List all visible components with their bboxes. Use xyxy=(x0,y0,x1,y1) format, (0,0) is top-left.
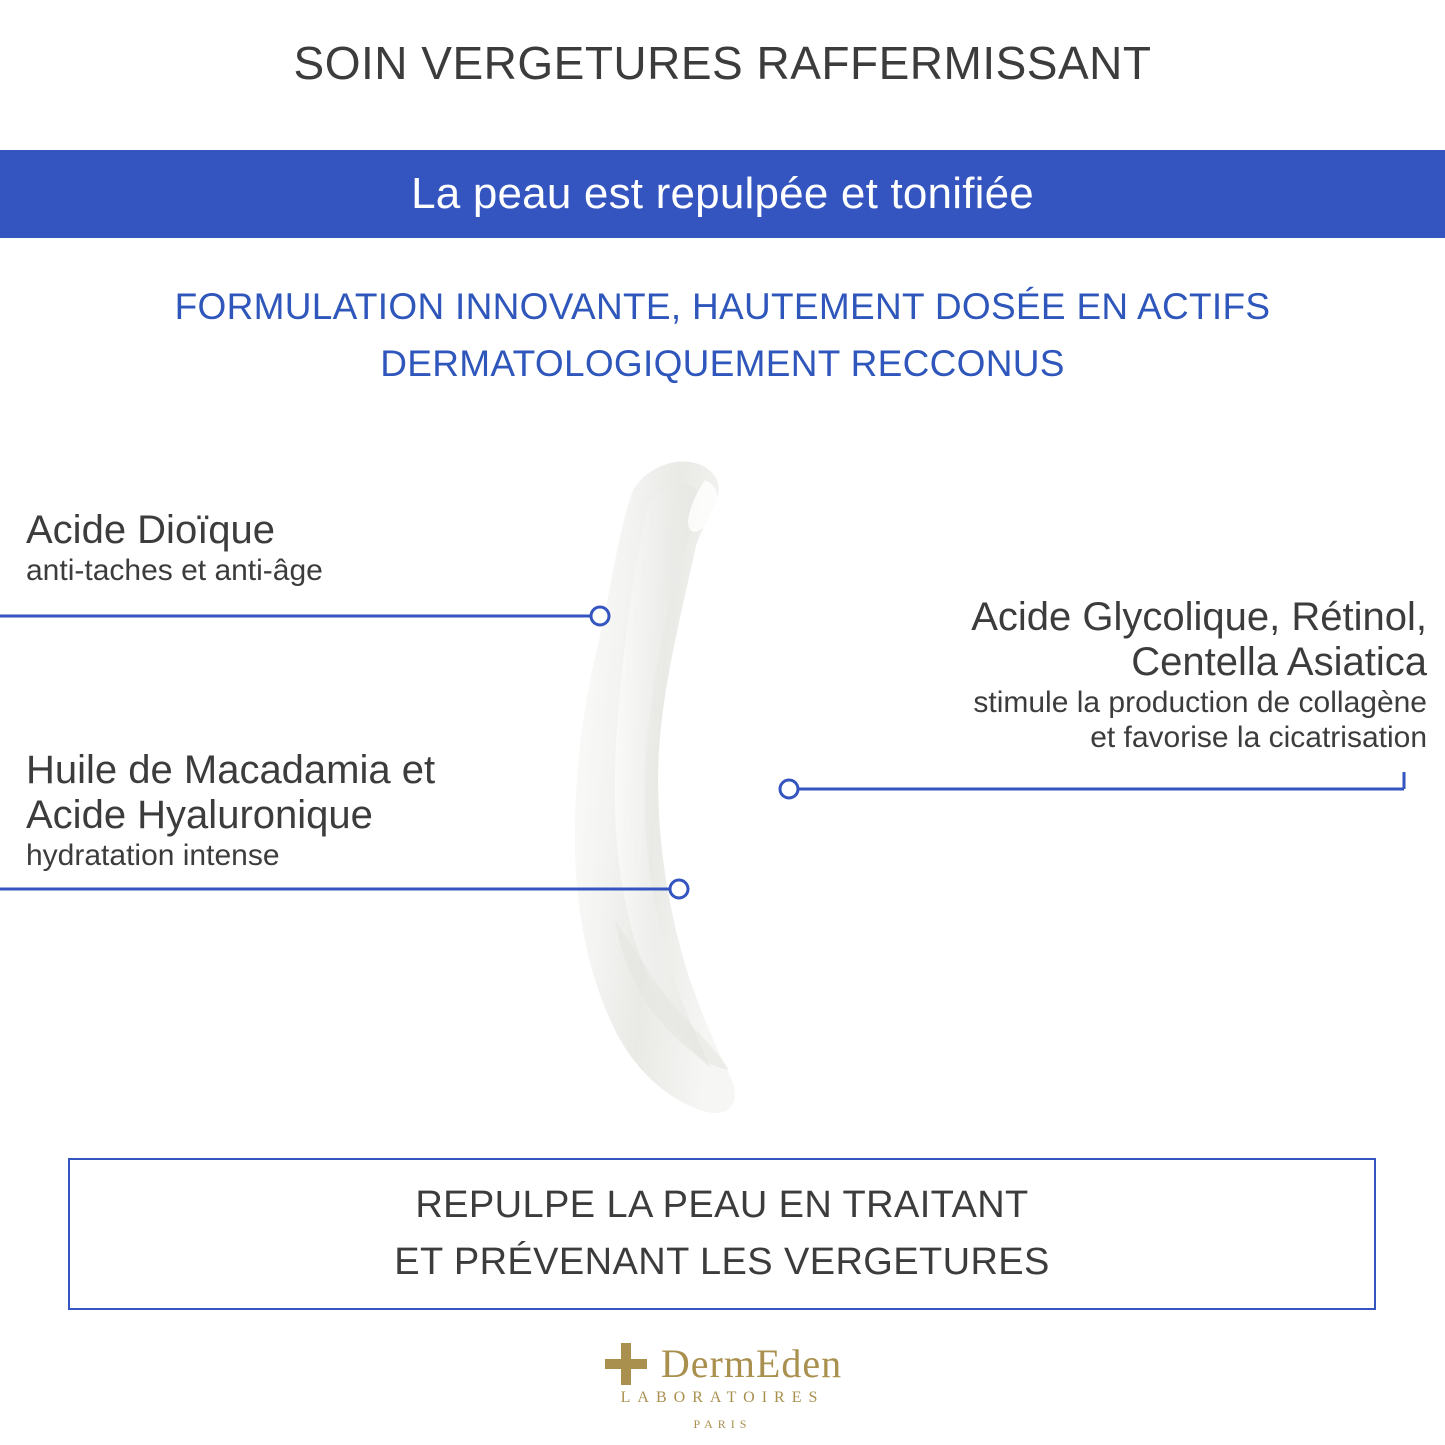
callout-description: hydratation intense xyxy=(26,838,280,872)
claim-line-1: REPULPE LA PEAU EN TRAITANT xyxy=(415,1184,1029,1226)
callout-acide-glycolique xyxy=(807,595,1427,755)
callout-acide-dioique xyxy=(26,508,646,588)
logo-row xyxy=(603,1340,842,1387)
subtitle-line-1: FORMULATION INNOVANTE, HAUTEMENT DOSÉE EN ACTIFS xyxy=(174,286,1271,327)
highlight-banner xyxy=(0,150,1445,238)
logo-city: PARIS xyxy=(693,1417,752,1431)
callout-title-line-1: Acide Glycolique, Rétinol, xyxy=(971,595,1427,639)
callout-huile-macadamia xyxy=(26,748,666,873)
claim-box xyxy=(68,1158,1376,1310)
page-title: SOIN VERGETURES RAFFERMISSANT xyxy=(293,37,1152,89)
subtitle-block xyxy=(60,278,1385,393)
medical-cross-icon xyxy=(603,1341,649,1387)
subtitle-line-2: DERMATOLOGIQUEMENT RECCONUS xyxy=(380,343,1065,385)
callout-description-line-1: stimule la production de collagène xyxy=(973,685,1427,719)
banner-text: La peau est repulpée et tonifiée xyxy=(411,169,1034,218)
claim-line-2: ET PRÉVENANT LES VERGETURES xyxy=(394,1241,1050,1283)
callout-title-line-1: Huile de Macadamia et xyxy=(26,748,436,792)
callout-description: anti-taches et anti-âge xyxy=(26,553,323,587)
callout-title: Acide Dioïque xyxy=(26,508,276,552)
brand-logo xyxy=(0,1340,1445,1432)
callout-description-line-2: et favorise la cicatrisation xyxy=(1090,720,1427,754)
callout-title-line-2: Centella Asiatica xyxy=(1131,639,1427,684)
logo-brand-name: DermEden xyxy=(660,1341,843,1386)
logo-subtitle: LABORATOIRES xyxy=(620,1389,825,1406)
callout-title-line-2: Acide Hyaluronique xyxy=(26,792,373,837)
